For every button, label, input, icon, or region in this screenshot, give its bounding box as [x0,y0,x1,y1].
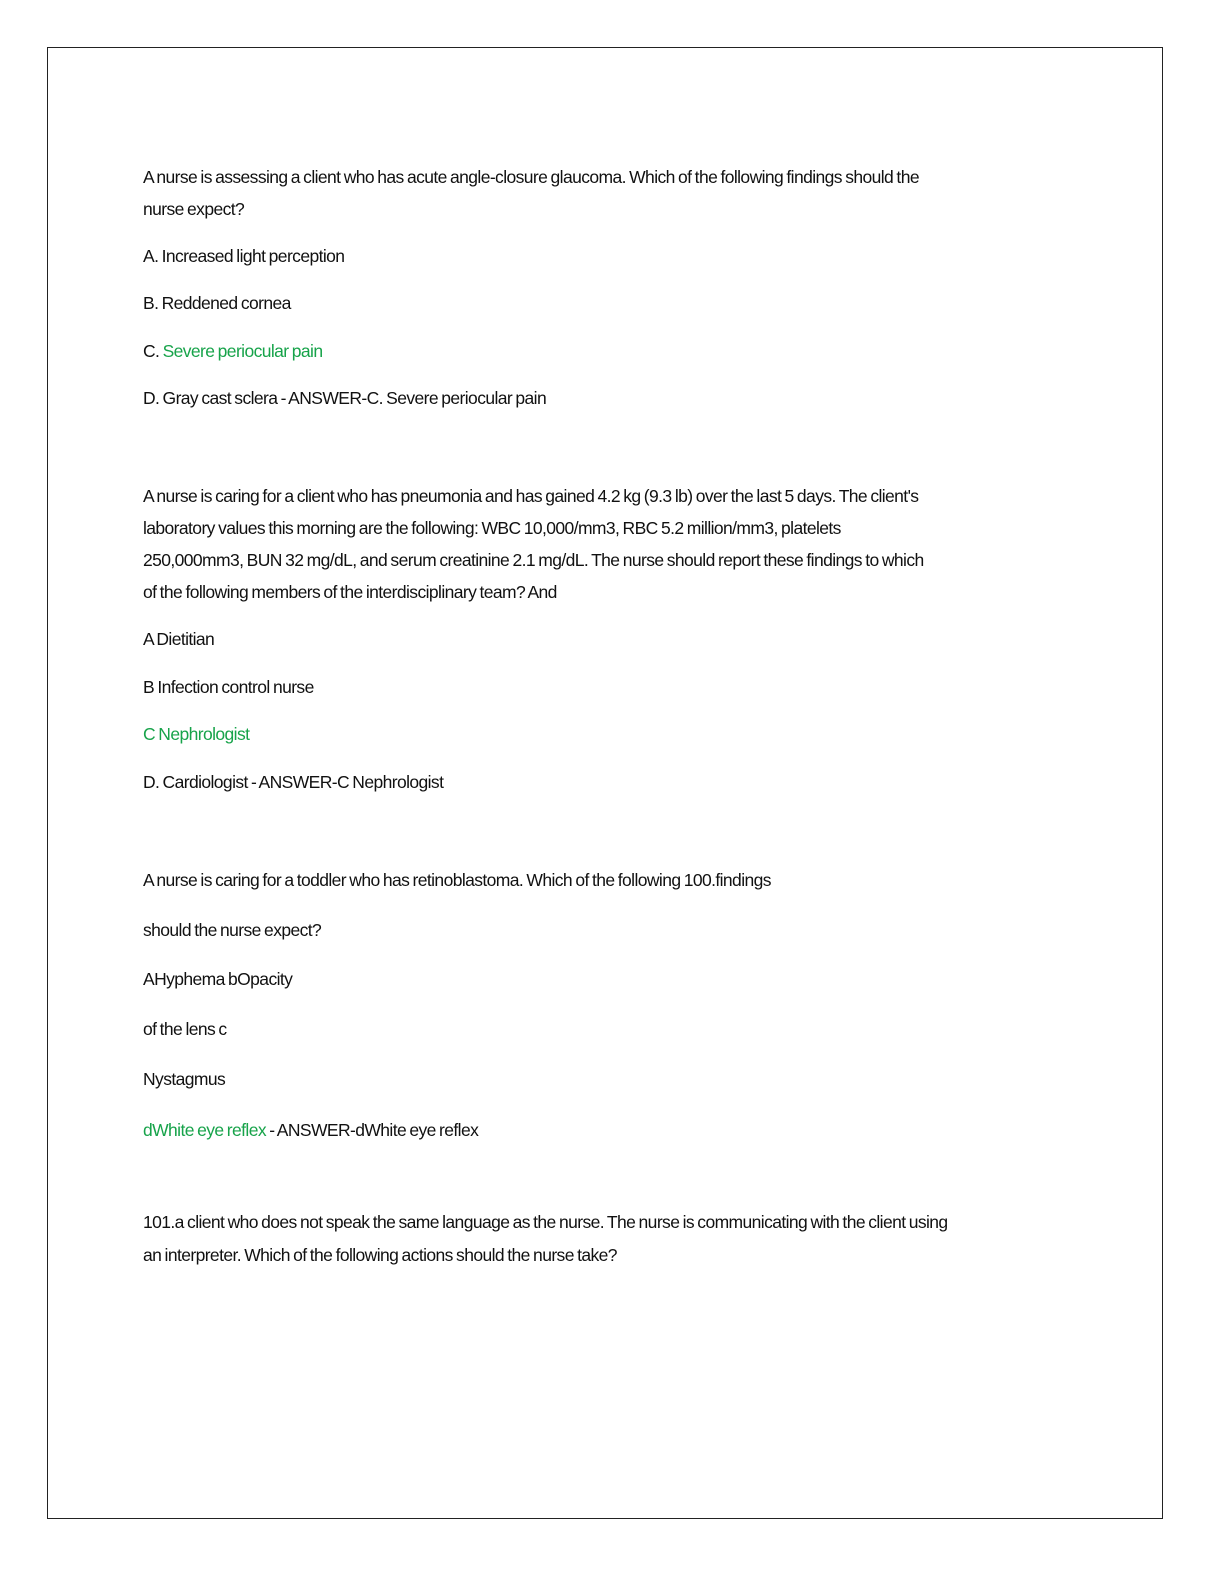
q2-option-b: B Infection control nurse [143,677,314,697]
q1-option-c-highlight: Severe periocular pain [162,341,323,361]
q2-option-c-highlight: C Nephrologist [143,724,250,744]
q2-option-a: A Dietitian [143,629,215,649]
q1-option-c-prefix: C. [143,341,163,361]
q3-stem-line-2: should the nurse expect? [143,920,322,940]
q1-stem-line-2: nurse expect? [143,199,245,219]
q3-option-d-highlight: dWhite eye reflex [143,1120,266,1140]
q3-line-d [143,1119,478,1141]
q3-line-c: Nystagmus [143,1069,226,1089]
q3-stem-line-1: A nurse is caring for a toddler who has retinoblastoma. Which of the following 100.findings [143,870,771,890]
q2-stem-line-1: A nurse is caring for a client who has pneumonia and has gained 4.2 kg (9.3 lb) over the last 5 days. The client's [143,486,919,506]
q2-stem-line-3: 250,000mm3, BUN 32 mg/dL, and serum creatinine 2.1 mg/dL. The nurse should report these findings to which [143,550,924,570]
q4-stem-line-2: an interpreter. Which of the following actions should the nurse take? [143,1245,617,1265]
q2-option-d-answer: D. Cardiologist - ANSWER-C Nephrologist [143,772,444,792]
q4-stem-line-1: 101.a client who does not speak the same language as the nurse. The nurse is communicating with the client using [143,1212,948,1232]
q2-stem-line-4: of the following members of the interdisciplinary team? And [143,582,557,602]
q3-line-b: of the lens c [143,1019,227,1039]
q2-stem-line-2: laboratory values this morning are the following: WBC 10,000/mm3, RBC 5.2 million/mm3, platelets [143,518,841,538]
q3-line-a: AHyphema bOpacity [143,969,293,989]
q1-option-b: B. Reddened cornea [143,293,291,313]
q3-answer: - ANSWER-dWhite eye reflex [266,1120,479,1140]
q1-option-d-answer: D. Gray cast sclera - ANSWER-C. Severe periocular pain [143,388,547,408]
q1-option-c [143,340,322,362]
q1-option-a: A. Increased light perception [143,246,345,266]
q1-stem-line-1: A nurse is assessing a client who has acute angle-closure glaucoma. Which of the following findings should the [143,167,919,187]
